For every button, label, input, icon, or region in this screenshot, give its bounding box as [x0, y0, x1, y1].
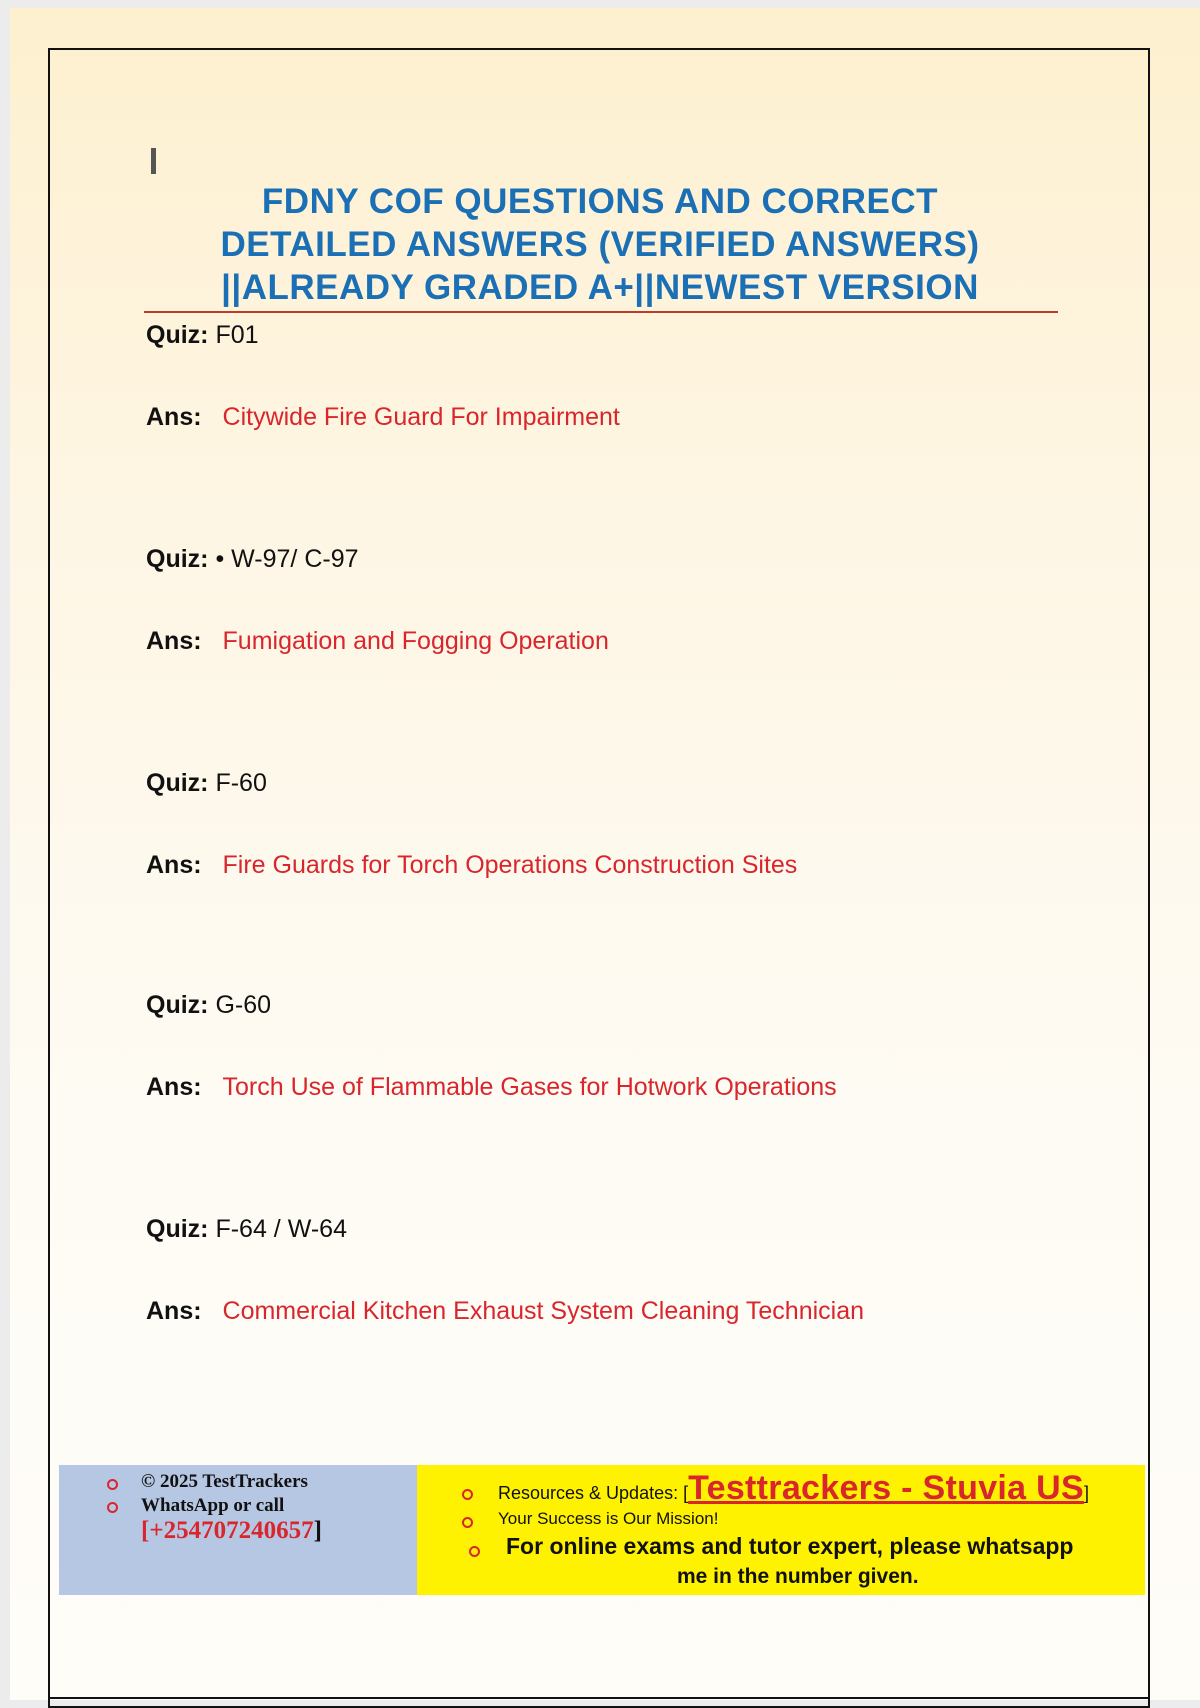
answer-row [146, 627, 609, 656]
quiz-row [146, 769, 267, 798]
resources-line [498, 1469, 1089, 1508]
quiz-code: G-60 [215, 991, 272, 1019]
quiz-label: Quiz: [146, 1215, 209, 1243]
answer-label: Ans: [146, 851, 202, 879]
copyright-text: © 2025 TestTrackers [141, 1471, 308, 1492]
answer-row [146, 1073, 837, 1102]
answer-label: Ans: [146, 627, 202, 655]
title-line-2: DETAILED ANSWERS (VERIFIED ANSWERS) [220, 225, 980, 264]
quiz-row [146, 545, 359, 574]
bullet-icon [107, 1502, 118, 1513]
answer-text: Fire Guards for Torch Operations Construction Sites [222, 851, 798, 879]
title-line-3: ||ALREADY GRADED A+||NEWEST VERSION [221, 268, 979, 307]
quiz-label: Quiz: [146, 769, 209, 797]
quiz-label: Quiz: [146, 991, 209, 1019]
answer-row [146, 1297, 864, 1326]
answer-label: Ans: [146, 1073, 202, 1101]
document-title [140, 180, 1060, 309]
answer-label: Ans: [146, 403, 202, 431]
quiz-label: Quiz: [146, 321, 209, 349]
title-line-1: FDNY COF QUESTIONS AND CORRECT [261, 182, 939, 221]
bullet-icon [107, 1479, 118, 1490]
answer-text: Citywide Fire Guard For Impairment [222, 403, 620, 431]
phone-open-bracket: [ [141, 1517, 150, 1544]
quiz-code: F01 [215, 321, 259, 349]
tutor-text-line-1: For online exams and tutor expert, please whatsapp [506, 1533, 1074, 1559]
bullet-icon [469, 1546, 480, 1557]
answer-text: Torch Use of Flammable Gases for Hotwork Operations [222, 1073, 837, 1101]
resources-close-bracket: ] [1083, 1483, 1089, 1503]
quiz-code: • W-97/ C-97 [215, 545, 359, 573]
footer-contact-panel [59, 1465, 417, 1595]
answer-text: Fumigation and Fogging Operation [222, 627, 609, 655]
stuvia-link[interactable]: Testtrackers - Stuvia US [688, 1469, 1084, 1507]
answer-row [146, 851, 797, 880]
quiz-code: F-60 [215, 769, 267, 797]
answer-label: Ans: [146, 1297, 202, 1325]
tutor-text-line-2: me in the number given. [677, 1565, 919, 1588]
page-bottom-border [48, 1697, 1150, 1699]
bullet-icon [462, 1489, 473, 1500]
resources-label: Resources & Updates: [ [498, 1483, 689, 1503]
answer-text: Commercial Kitchen Exhaust System Cleaning Technician [222, 1297, 865, 1325]
phone-line [141, 1517, 322, 1545]
quiz-row [146, 1215, 347, 1244]
footer-promo-panel [417, 1465, 1145, 1595]
quiz-label: Quiz: [146, 545, 209, 573]
phone-number[interactable]: +254707240657 [149, 1517, 314, 1544]
whatsapp-label: WhatsApp or call [141, 1495, 285, 1516]
title-underline [144, 311, 1058, 313]
quiz-row [146, 991, 271, 1020]
quiz-row [146, 321, 259, 350]
mission-text: Your Success is Our Mission! [498, 1509, 719, 1528]
text-cursor [151, 148, 156, 174]
bullet-icon [462, 1517, 473, 1528]
quiz-code: F-64 / W-64 [215, 1215, 347, 1243]
phone-close-bracket: ] [313, 1517, 322, 1544]
answer-row [146, 403, 620, 432]
